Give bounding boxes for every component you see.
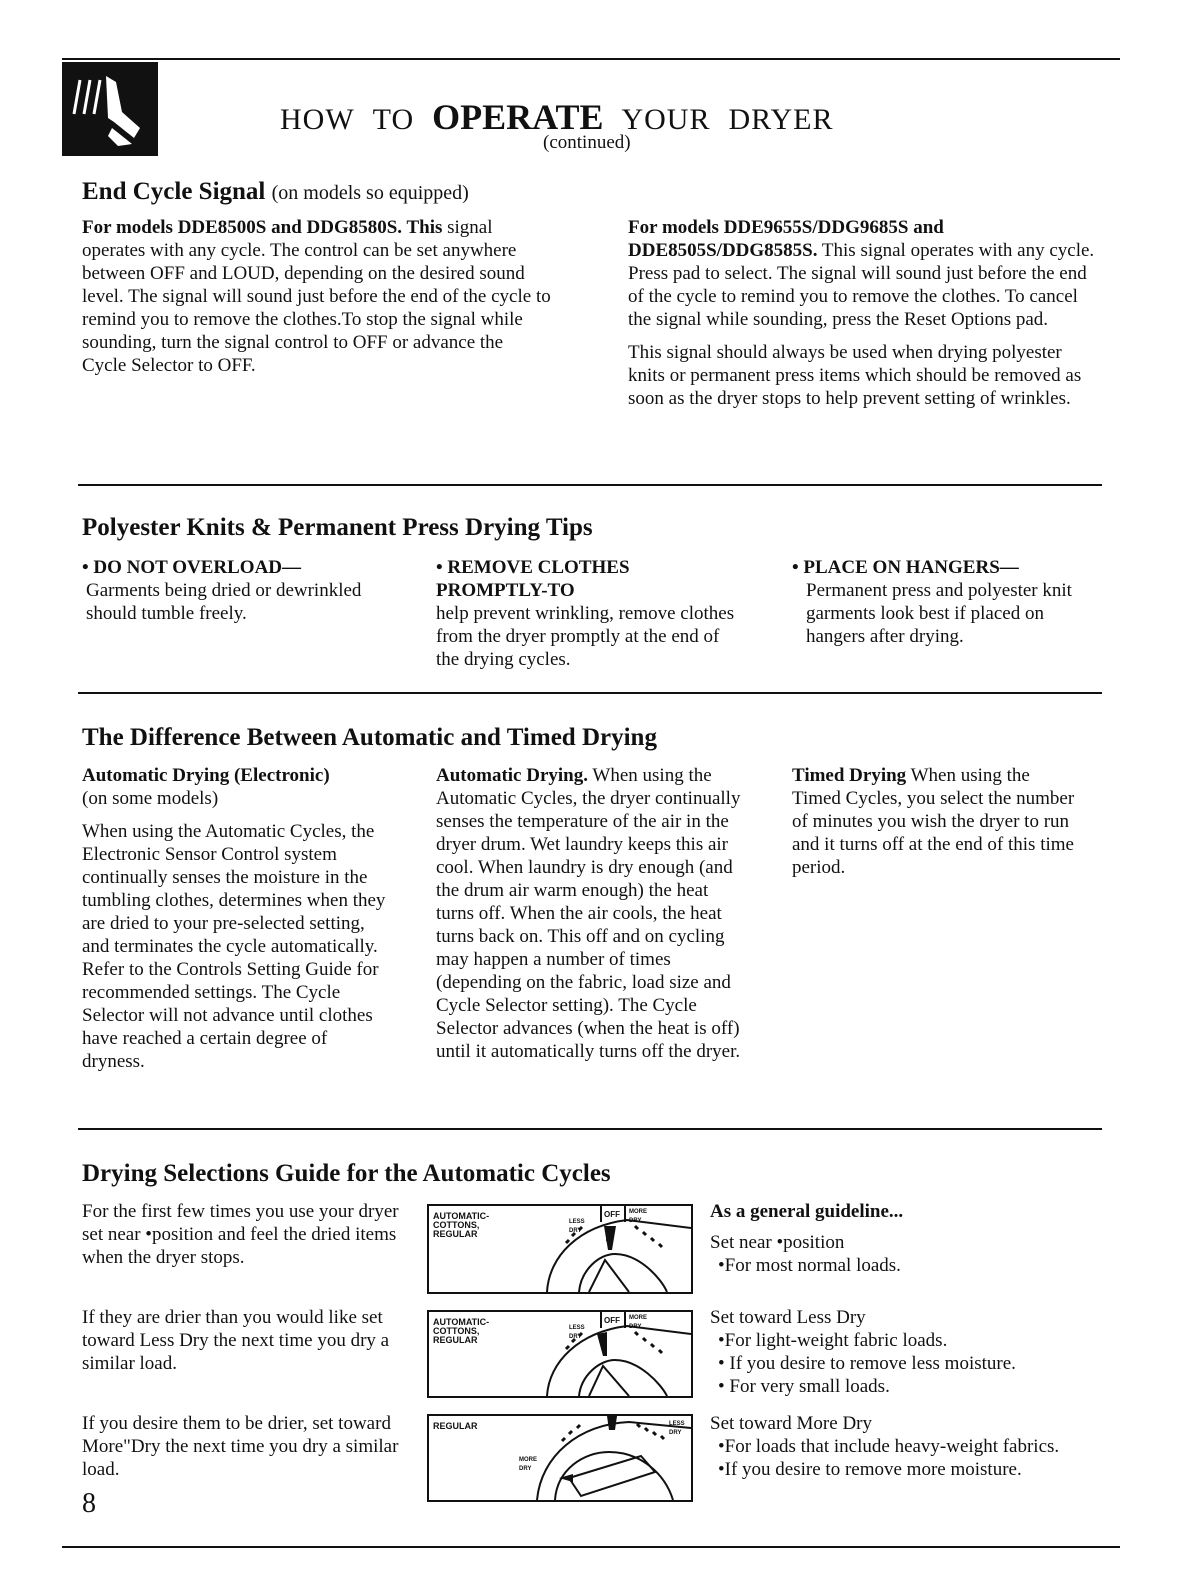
difference-col3-body: When using the Timed Cycles, you select the number of minutes you wish the dryer to run and it turns off at the end of this time period.	[792, 765, 1075, 878]
end-cycle-right	[628, 216, 1103, 420]
difference-col3	[792, 764, 1082, 889]
dial-panel-label: AUTOMATIC- COTTONS, REGULAR	[433, 1211, 490, 1239]
dial-off-label: OFF	[604, 1210, 620, 1219]
guide-right-item: •For loads that include heavy-weight fabrics.	[718, 1436, 1060, 1457]
dial-panel-near	[427, 1204, 693, 1294]
bottom-rule	[62, 1546, 1120, 1548]
dial-panel-label: REGULAR	[433, 1421, 478, 1431]
difference-col1-title: Automatic Drying (Electronic)	[82, 765, 330, 786]
top-rule	[62, 58, 1120, 60]
title-word: YOUR	[621, 103, 711, 136]
dial-panel-label: AUTOMATIC- COTTONS, REGULAR	[433, 1317, 490, 1345]
guide-left-text: For the first few times you use your dryer set near •position and feel the dried items when the dryer stops.	[82, 1201, 399, 1268]
guide-heading: Drying Selections Guide for the Automatic Cycles	[82, 1160, 611, 1187]
tip-title: • REMOVE CLOTHES PROMPTLY-TO	[436, 557, 630, 601]
dial-off-label: OFF	[604, 1316, 620, 1325]
page-subtitle: (continued)	[543, 132, 631, 153]
dial-more-label: MORE DRY	[519, 1457, 537, 1472]
end-cycle-left-lead: For models DDE8500S and DDG8580S. This	[82, 217, 443, 238]
title-word-emphasis: OPERATE	[432, 97, 604, 137]
difference-col1	[82, 764, 392, 1083]
end-cycle-right-body: This signal operates with any cycle. Press pad to select. The signal will sound just before the end of the cycle to remind you to remove the clothes. To cancel the signal while sounding, press the Reset Options pad.	[628, 240, 1095, 330]
tip-title: • PLACE ON HANGERS—	[792, 557, 1019, 578]
title-word: TO	[372, 103, 415, 136]
difference-heading: The Difference Between Automatic and Timed Drying	[82, 724, 657, 751]
dial-more-label: MORE DRY	[629, 1315, 647, 1330]
end-cycle-right-lead: For models DDE9655S/DDG9685S and DDE8505S/DDG8585S.	[628, 217, 944, 261]
guide-left-text: If they are drier than you would like set toward Less Dry the next time you dry a similar load.	[82, 1307, 390, 1374]
difference-col1-body: When using the Automatic Cycles, the Electronic Sensor Control system continually senses the moisture in the tumbling clothes, determines when they are dried to your pre-selected setting, and terminates the cycle automatically. Refer to the Controls Setting Guide for recommended settings. The Cycle Selector will not advance until clothes have reached a certain degree of dryness.	[82, 821, 386, 1072]
dial-less-label: LESS DRY	[569, 1325, 585, 1340]
guide-right-block	[710, 1306, 1110, 1398]
difference-col1-note: (on some models)	[82, 788, 219, 809]
guide-right-lead: Set near •position	[710, 1232, 845, 1253]
end-cycle-left-body: signal operates with any cycle. The control can be set anywhere between OFF and LOUD, depending on the desired sound level. The signal will sound just before the end of the cycle to remind you to remove the clothes.To stop the signal while sounding, turn the signal control to OFF or advance the Cycle Selector to OFF.	[82, 217, 551, 376]
tip-text: help prevent wrinkling, remove clothes from the dryer promptly at the end of the drying cycles.	[436, 603, 735, 670]
difference-col3-title: Timed Drying	[792, 765, 907, 786]
guide-right-block	[710, 1412, 1110, 1481]
tip-item	[82, 556, 402, 625]
title-word: DRYER	[728, 103, 834, 136]
dial-panel-more	[427, 1414, 693, 1502]
dial-panel-less	[427, 1310, 693, 1398]
guide-right-item: •For most normal loads.	[718, 1255, 901, 1276]
tip-item	[792, 556, 1102, 648]
end-cycle-right-body2: This signal should always be used when drying polyester knits or permanent press items which should be removed as soon as the dryer stops to help prevent setting of wrinkles.	[628, 342, 1082, 409]
guide-right-block	[710, 1200, 1110, 1277]
tip-item	[436, 556, 736, 671]
guide-right-item: • If you desire to remove less moisture.	[718, 1353, 1016, 1374]
difference-col2-body: When using the Automatic Cycles, the dryer continually senses the temperature of the air in the dryer drum. Wet laundry keeps this air cool. When laundry is dry enough (and the drum air warm enough) the heat turns off. When the air cools, the heat turns back on. This off and on cycling may happen a number of times (depending on the fabric, load size and Cycle Selector setting). The Cycle Selector advances (when the heat is off) until it automatically turns off the dryer.	[436, 765, 741, 1062]
title-word: HOW	[280, 103, 355, 136]
dial-less-label: LESS DRY	[569, 1219, 585, 1234]
tip-text: Garments being dried or dewrinkled should tumble freely.	[86, 580, 362, 624]
guide-right-title: As a general guideline...	[710, 1201, 904, 1222]
end-cycle-left	[82, 216, 552, 387]
tip-title: • DO NOT OVERLOAD—	[82, 557, 302, 578]
guide-right-item: • For very small loads.	[718, 1376, 890, 1397]
divider	[78, 484, 1102, 486]
dial-more-label: MORE DRY	[629, 1209, 647, 1224]
guide-right-item: •For light-weight fabric loads.	[718, 1330, 948, 1351]
difference-col2-title: Automatic Drying.	[436, 765, 588, 786]
guide-right-item: •If you desire to remove more moisture.	[718, 1459, 1022, 1480]
difference-col2	[436, 764, 748, 1073]
guide-right-lead: Set toward More Dry	[710, 1413, 872, 1434]
divider	[78, 1128, 1102, 1130]
tip-text: Permanent press and polyester knit garments look best if placed on hangers after drying.	[806, 580, 1072, 647]
guide-right-lead: Set toward Less Dry	[710, 1307, 866, 1328]
dial-less-label: LESS DRY	[669, 1421, 685, 1436]
logo-icon	[62, 62, 158, 156]
guide-left-text: If you desire them to be drier, set toward More"Dry the next time you dry a similar load.	[82, 1413, 399, 1480]
divider	[78, 692, 1102, 694]
tips-heading: Polyester Knits & Permanent Press Drying Tips	[82, 514, 593, 541]
end-cycle-heading: End Cycle Signal (on models so equipped)	[82, 178, 469, 205]
page-number: 8	[82, 1488, 96, 1519]
